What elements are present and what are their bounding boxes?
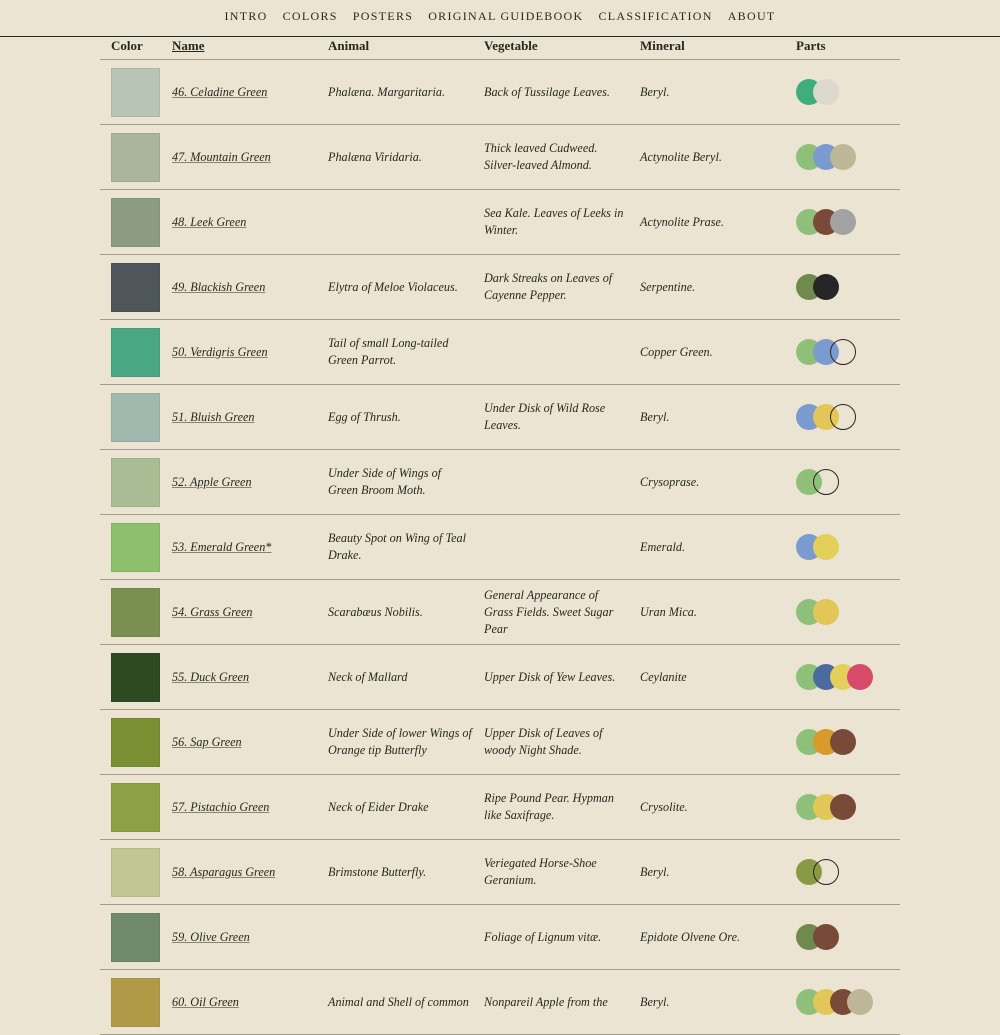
nav-colors[interactable]: COLORS [282, 9, 338, 23]
animal-cell [328, 125, 474, 189]
table-row [100, 385, 900, 450]
part-color-circle[interactable] [813, 274, 839, 300]
color-swatch[interactable] [111, 978, 160, 1027]
name-cell [172, 60, 322, 124]
animal-text: Elytra of Meloe Violaceus. [328, 279, 458, 294]
vegetable-cell [484, 710, 630, 774]
parts-cell [796, 60, 900, 124]
mineral-cell [640, 515, 786, 579]
part-color-circle[interactable] [847, 989, 873, 1015]
parts-cell [796, 255, 900, 319]
table-row [100, 515, 900, 580]
vegetable-text: Ripe Pound Pear. Hypman like Saxifrage. [484, 791, 614, 822]
parts-cell [796, 710, 900, 774]
part-color-circle[interactable] [813, 924, 839, 950]
mineral-cell [640, 970, 786, 1034]
animal-cell [328, 580, 474, 644]
animal-text: Tail of small Long-tailed Green Parrot. [328, 336, 449, 367]
parts-cell [796, 125, 900, 189]
animal-text: Phalæna. Margaritaria. [328, 84, 446, 99]
mineral-cell [640, 60, 786, 124]
color-name-link[interactable]: 49. Blackish Green [172, 279, 266, 294]
part-color-circle[interactable] [813, 859, 839, 885]
color-cell [111, 450, 161, 514]
part-color-circle[interactable] [830, 144, 856, 170]
mineral-cell [640, 450, 786, 514]
part-color-circle[interactable] [813, 534, 839, 560]
color-swatch[interactable] [111, 393, 160, 442]
vegetable-text: Nonpareil Apple from the [484, 994, 608, 1009]
table-row [100, 905, 900, 970]
color-swatch[interactable] [111, 718, 160, 767]
name-cell [172, 775, 322, 839]
color-name-link[interactable]: 56. Sap Green [172, 734, 242, 749]
animal-cell [328, 385, 474, 449]
vegetable-text: Sea Kale. Leaves of Leeks in Winter. [484, 206, 624, 237]
animal-cell [328, 710, 474, 774]
nav-about[interactable]: ABOUT [727, 9, 776, 23]
color-cell [111, 385, 161, 449]
parts-cell [796, 645, 900, 709]
parts-cell [796, 970, 900, 1034]
part-color-circle[interactable] [847, 664, 873, 690]
color-cell [111, 125, 161, 189]
colors-table [100, 37, 900, 1035]
vegetable-cell [484, 775, 630, 839]
mineral-cell [640, 125, 786, 189]
mineral-cell [640, 320, 786, 384]
parts-cell [796, 580, 900, 644]
vegetable-text: Upper Disk of Yew Leaves. [484, 669, 616, 684]
animal-text: Beauty Spot on Wing of Teal Drake. [328, 531, 467, 562]
animal-cell [328, 905, 474, 969]
color-name-link[interactable]: 51. Bluish Green [172, 409, 255, 424]
color-swatch[interactable] [111, 848, 160, 897]
color-cell [111, 320, 161, 384]
vegetable-text: General Appearance of Grass Fields. Sweet Sugar Pear [484, 587, 614, 636]
color-cell [111, 970, 161, 1034]
vegetable-cell [484, 580, 630, 644]
color-cell [111, 580, 161, 644]
parts-cell [796, 385, 900, 449]
header-color: Color [111, 38, 143, 53]
table-row [100, 125, 900, 190]
color-swatch[interactable] [111, 783, 160, 832]
name-cell [172, 645, 322, 709]
mineral-text: Actynolite Beryl. [640, 149, 722, 164]
table-row [100, 970, 900, 1035]
animal-cell [328, 190, 474, 254]
mineral-text: Beryl. [640, 994, 670, 1009]
animal-cell [328, 515, 474, 579]
color-name-link[interactable]: 46. Celadine Green [172, 84, 268, 99]
mineral-text: Uran Mica. [640, 604, 697, 619]
color-cell [111, 710, 161, 774]
header-mineral: Mineral [640, 38, 685, 53]
color-name-link[interactable]: 53. Emerald Green* [172, 539, 272, 554]
mineral-text: Beryl. [640, 864, 670, 879]
table-row [100, 450, 900, 515]
header-animal: Animal [328, 38, 370, 53]
color-name-link[interactable]: 50. Verdigris Green [172, 344, 268, 359]
color-swatch[interactable] [111, 133, 160, 182]
part-color-circle[interactable] [830, 209, 856, 235]
color-swatch[interactable] [111, 68, 160, 117]
vegetable-cell [484, 840, 630, 904]
vegetable-cell [484, 125, 630, 189]
animal-text: Scarabæus Nobilis. [328, 604, 423, 619]
vegetable-cell [484, 645, 630, 709]
nav-intro[interactable]: INTRO [224, 9, 268, 23]
name-cell [172, 710, 322, 774]
parts-cell [796, 905, 900, 969]
animal-cell [328, 60, 474, 124]
animal-text: Under Side of Wings of Green Broom Moth. [328, 466, 442, 497]
parts-cell [796, 320, 900, 384]
color-cell [111, 645, 161, 709]
vegetable-cell [484, 905, 630, 969]
part-color-circle[interactable] [830, 339, 856, 365]
color-name-link[interactable]: 59. Olive Green [172, 929, 250, 944]
animal-cell [328, 450, 474, 514]
color-cell [111, 840, 161, 904]
animal-cell [328, 255, 474, 319]
nav-classification[interactable]: CLASSIFICATION [598, 9, 713, 23]
vegetable-text: Back of Tussilage Leaves. [484, 84, 610, 99]
mineral-cell [640, 840, 786, 904]
table-row [100, 775, 900, 840]
part-color-circle[interactable] [830, 794, 856, 820]
color-name-link[interactable]: 58. Asparagus Green [172, 864, 276, 879]
mineral-text: Crysolite. [640, 799, 688, 814]
part-color-circle[interactable] [830, 404, 856, 430]
table-row [100, 60, 900, 125]
parts-cell [796, 840, 900, 904]
color-name-link[interactable]: 48. Leek Green [172, 214, 247, 229]
header-name[interactable]: Name [172, 38, 205, 53]
mineral-cell [640, 190, 786, 254]
color-swatch[interactable] [111, 263, 160, 312]
mineral-text: Serpentine. [640, 279, 696, 294]
table-row [100, 190, 900, 255]
animal-text: Neck of Eider Drake [328, 799, 429, 814]
vegetable-text: Upper Disk of Leaves of woody Night Shade. [484, 726, 603, 757]
color-swatch[interactable] [111, 653, 160, 702]
table-row [100, 710, 900, 775]
color-cell [111, 190, 161, 254]
color-swatch[interactable] [111, 913, 160, 962]
animal-cell [328, 320, 474, 384]
table-row [100, 255, 900, 320]
color-cell [111, 775, 161, 839]
table-row [100, 320, 900, 385]
color-name-link[interactable]: 57. Pistachio Green [172, 799, 270, 814]
name-cell [172, 905, 322, 969]
vegetable-cell [484, 190, 630, 254]
name-cell [172, 515, 322, 579]
mineral-cell [640, 775, 786, 839]
name-cell [172, 840, 322, 904]
nav-posters[interactable]: POSTERS [352, 9, 414, 23]
name-cell [172, 255, 322, 319]
mineral-text: Crysoprase. [640, 474, 700, 489]
mineral-text: Epidote Olvene Ore. [640, 929, 741, 944]
animal-text: Animal and Shell of common [328, 994, 469, 1009]
mineral-cell [640, 580, 786, 644]
table-row [100, 580, 900, 645]
name-cell [172, 970, 322, 1034]
color-swatch[interactable] [111, 588, 160, 637]
part-color-circle[interactable] [813, 79, 839, 105]
name-cell [172, 580, 322, 644]
mineral-text: Actynolite Prase. [640, 214, 724, 229]
parts-cell [796, 450, 900, 514]
vegetable-cell [484, 60, 630, 124]
parts-cell [796, 190, 900, 254]
color-swatch[interactable] [111, 198, 160, 247]
color-name-link[interactable]: 47. Mountain Green [172, 149, 271, 164]
vegetable-text: Veriegated Horse-Shoe Geranium. [484, 856, 597, 887]
table-header [100, 37, 900, 60]
vegetable-text: Thick leaved Cudweed. Silver-leaved Almond. [484, 141, 598, 172]
vegetable-cell [484, 970, 630, 1034]
mineral-cell [640, 710, 786, 774]
name-cell [172, 320, 322, 384]
color-cell [111, 60, 161, 124]
name-cell [172, 450, 322, 514]
name-cell [172, 385, 322, 449]
vegetable-text: Dark Streaks on Leaves of Cayenne Pepper. [484, 271, 613, 302]
mineral-cell [640, 905, 786, 969]
mineral-text: Copper Green. [640, 344, 713, 359]
nav-original-guidebook[interactable]: ORIGINAL GUIDEBOOK [428, 9, 584, 23]
part-color-circle[interactable] [813, 599, 839, 625]
vegetable-cell [484, 255, 630, 319]
top-navigation [0, 0, 1000, 37]
mineral-cell [640, 255, 786, 319]
mineral-text: Ceylanite [640, 669, 687, 684]
vegetable-cell [484, 515, 630, 579]
color-name-link[interactable]: 54. Grass Green [172, 604, 253, 619]
color-swatch[interactable] [111, 458, 160, 507]
part-color-circle[interactable] [813, 469, 839, 495]
color-swatch[interactable] [111, 328, 160, 377]
color-cell [111, 255, 161, 319]
color-cell [111, 515, 161, 579]
color-name-link[interactable]: 52. Apple Green [172, 474, 252, 489]
header-parts: Parts [796, 38, 826, 53]
animal-text: Under Side of lower Wings of Orange tip Butterfly [328, 726, 472, 757]
part-color-circle[interactable] [830, 729, 856, 755]
table-row [100, 840, 900, 905]
table-body [100, 60, 900, 1035]
vegetable-cell [484, 450, 630, 514]
color-cell [111, 905, 161, 969]
name-cell [172, 125, 322, 189]
color-swatch[interactable] [111, 523, 160, 572]
parts-cell [796, 515, 900, 579]
animal-cell [328, 970, 474, 1034]
animal-text: Brimstone Butterfly. [328, 864, 427, 879]
vegetable-cell [484, 385, 630, 449]
vegetable-cell [484, 320, 630, 384]
table-row [100, 645, 900, 710]
vegetable-text: Under Disk of Wild Rose Leaves. [484, 401, 606, 432]
parts-cell [796, 775, 900, 839]
animal-text: Egg of Thrush. [328, 409, 401, 424]
mineral-text: Emerald. [640, 539, 686, 554]
animal-text: Phalæna Viridaria. [328, 149, 422, 164]
color-name-link[interactable]: 60. Oil Green [172, 994, 239, 1009]
animal-text: Neck of Mallard [328, 669, 408, 684]
mineral-cell [640, 645, 786, 709]
color-name-link[interactable]: 55. Duck Green [172, 669, 250, 684]
mineral-cell [640, 385, 786, 449]
mineral-text: Beryl. [640, 409, 670, 424]
header-vegetable: Vegetable [484, 38, 538, 53]
animal-cell [328, 645, 474, 709]
animal-cell [328, 775, 474, 839]
animal-cell [328, 840, 474, 904]
name-cell [172, 190, 322, 254]
mineral-text: Beryl. [640, 84, 670, 99]
vegetable-text: Foliage of Lignum vitæ. [484, 929, 602, 944]
